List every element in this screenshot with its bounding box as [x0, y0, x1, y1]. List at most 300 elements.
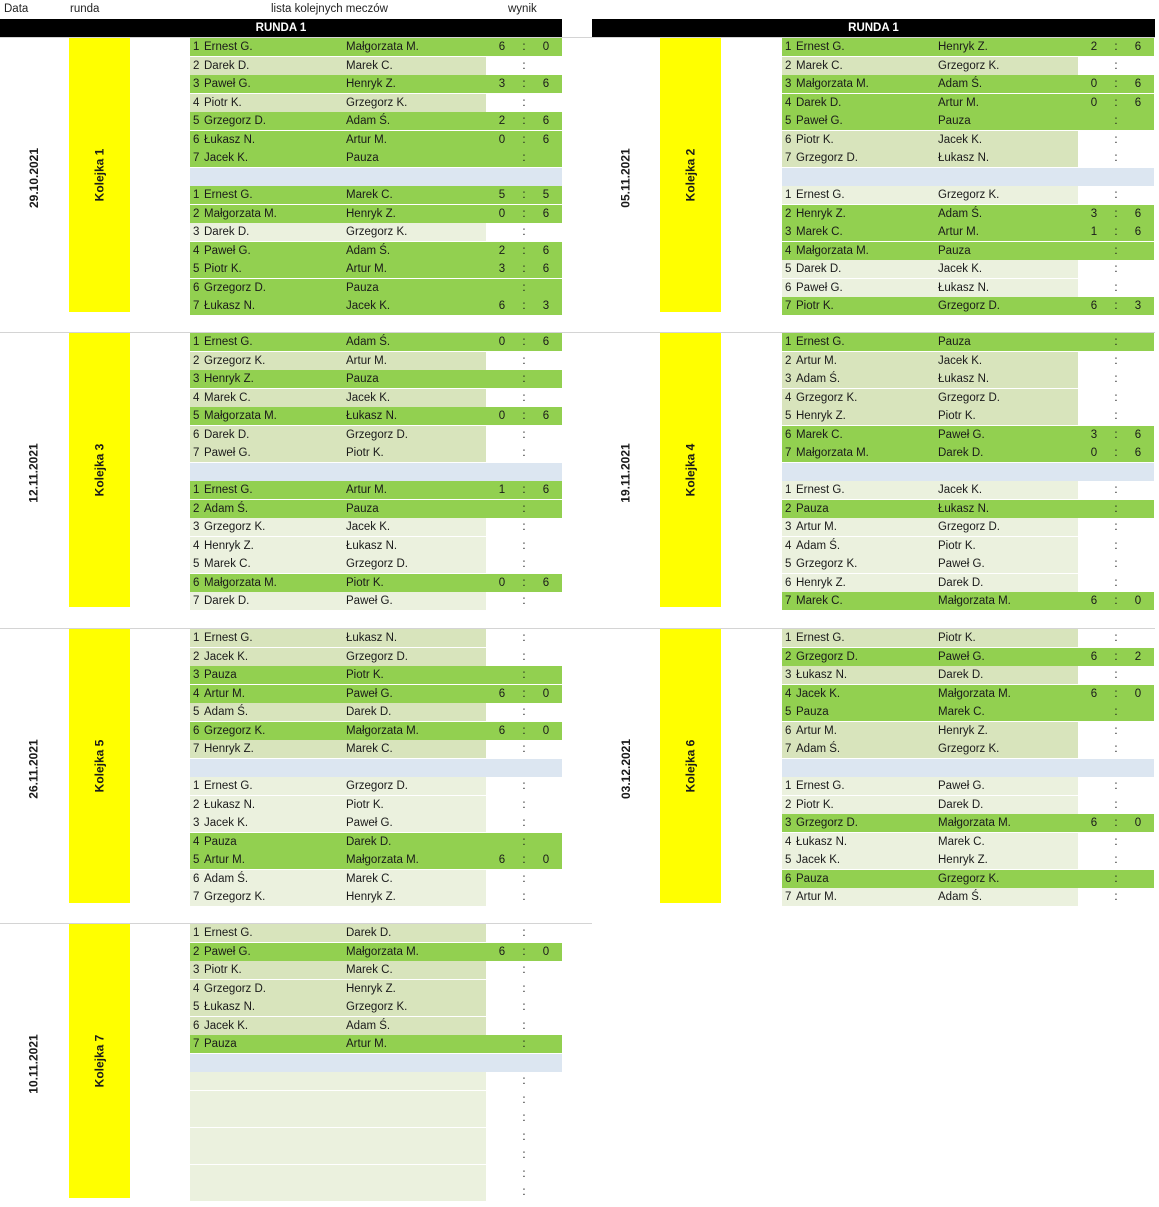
player-b: Jacek K.: [346, 300, 391, 312]
score-b[interactable]: 6: [1134, 96, 1142, 109]
score-separator: :: [522, 817, 526, 829]
score-separator: :: [1114, 743, 1118, 755]
match-number: 5: [785, 115, 792, 127]
player-b: Grzegorz D.: [938, 521, 1000, 533]
score-a[interactable]: 1: [498, 484, 506, 496]
match-row[interactable]: [190, 518, 526, 536]
score-a[interactable]: 0: [498, 410, 506, 422]
player-b: Henryk Z.: [938, 854, 988, 866]
score-a[interactable]: 0: [498, 207, 506, 220]
player-a: Ernest G.: [796, 484, 845, 496]
score-b[interactable]: 6: [542, 484, 550, 496]
match-row[interactable]: [782, 57, 1118, 75]
match-number: 5: [193, 558, 200, 570]
match-row[interactable]: [782, 297, 1154, 315]
score-a[interactable]: 6: [498, 854, 506, 866]
match-row[interactable]: [190, 888, 526, 906]
match-row[interactable]: [190, 537, 526, 555]
score-b[interactable]: 0: [542, 41, 550, 53]
player-b: Marek C.: [346, 59, 393, 72]
player-a: Marek C.: [796, 595, 843, 607]
score-b[interactable]: 0: [542, 854, 550, 866]
match-number: 4: [193, 982, 200, 995]
match-row[interactable]: [782, 186, 1118, 204]
player-b: Paweł G.: [346, 595, 393, 607]
match-row[interactable]: [782, 796, 1118, 814]
player-b: Artur M.: [938, 226, 979, 238]
date-cell: [0, 629, 68, 909]
player-b: Grzegorz D.: [346, 428, 408, 441]
score-a[interactable]: 0: [1090, 78, 1098, 90]
match-row[interactable]: [782, 407, 1118, 425]
match-row[interactable]: [782, 537, 1118, 555]
match-number: 5: [785, 410, 792, 422]
match-row[interactable]: [190, 648, 526, 666]
score-separator: :: [522, 1038, 526, 1050]
score-b[interactable]: 6: [542, 133, 550, 146]
player-b: Grzegorz D.: [938, 391, 1000, 404]
match-row[interactable]: [782, 481, 1118, 499]
date-label: 26.11.2021: [27, 739, 41, 799]
player-b: Artur M.: [938, 96, 979, 109]
player-a: Ernest G.: [204, 336, 253, 348]
group-separator: [782, 168, 1154, 186]
kolejka-label: Kolejka 3: [92, 443, 107, 497]
kolejka-cell: [660, 629, 721, 903]
match-row[interactable]: [782, 740, 1118, 758]
match-row[interactable]: [782, 352, 1118, 370]
score-separator: :: [1114, 669, 1118, 681]
match-row[interactable]: [190, 814, 526, 832]
match-row[interactable]: [190, 112, 562, 130]
match-row[interactable]: [782, 555, 1118, 573]
match-row[interactable]: [782, 242, 1154, 260]
match-row[interactable]: [782, 574, 1118, 592]
score-b[interactable]: 5: [542, 189, 550, 201]
score-a[interactable]: 3: [1090, 428, 1098, 441]
score-a[interactable]: 0: [1090, 96, 1098, 109]
player-b: Jacek K.: [938, 354, 983, 367]
score-b[interactable]: 6: [542, 410, 550, 422]
player-a: Henryk Z.: [796, 576, 846, 589]
score-b[interactable]: 6: [1134, 447, 1142, 459]
round-bar-left: RUNDA 1: [0, 19, 562, 37]
player-a: Łukasz N.: [204, 133, 256, 146]
score-a[interactable]: 3: [498, 78, 506, 90]
match-row[interactable]: [190, 666, 562, 684]
match-row[interactable]: [190, 260, 562, 278]
score-separator: :: [522, 576, 526, 589]
match-row[interactable]: [782, 426, 1154, 444]
date-cell: [0, 38, 68, 318]
score-separator: :: [522, 1093, 526, 1106]
match-row[interactable]: [190, 389, 526, 407]
player-b: Adam Ś.: [346, 336, 391, 348]
match-row[interactable]: [190, 703, 526, 721]
player-b: Grzegorz K.: [938, 59, 1000, 72]
score-a[interactable]: 1: [1090, 226, 1098, 238]
match-row[interactable]: [782, 370, 1118, 388]
match-number: 6: [785, 872, 792, 885]
player-b: Paweł G.: [938, 650, 985, 663]
player-b: Małgorzata M.: [346, 724, 419, 737]
score-a[interactable]: 6: [498, 41, 506, 53]
score-separator: :: [1114, 263, 1118, 275]
player-a: Marek C.: [204, 558, 251, 570]
match-row[interactable]: [190, 57, 526, 75]
match-number: 1: [785, 632, 792, 644]
score-b[interactable]: 3: [542, 300, 550, 312]
match-number: 5: [193, 410, 200, 422]
score-a[interactable]: 6: [1090, 650, 1098, 663]
match-row[interactable]: [190, 555, 526, 573]
score-a[interactable]: 6: [1090, 300, 1098, 312]
player-a: Marek C.: [796, 226, 843, 238]
score-separator: :: [1114, 41, 1118, 53]
match-row[interactable]: [190, 1072, 526, 1090]
score-separator: :: [1114, 854, 1118, 866]
match-row[interactable]: [782, 149, 1118, 167]
match-row[interactable]: [190, 629, 526, 647]
score-a[interactable]: 0: [498, 336, 506, 348]
match-row[interactable]: [190, 333, 562, 351]
score-a[interactable]: 6: [1090, 817, 1098, 829]
score-separator: :: [1114, 336, 1118, 348]
match-row[interactable]: [190, 242, 562, 260]
score-a[interactable]: 6: [498, 945, 506, 958]
score-separator: :: [522, 115, 526, 127]
player-a: Łukasz N.: [204, 798, 256, 811]
match-row[interactable]: [190, 685, 562, 703]
match-row[interactable]: [782, 38, 1154, 56]
player-a: Piotr K.: [204, 964, 242, 976]
match-number: 1: [785, 189, 792, 201]
match-row[interactable]: [190, 223, 526, 241]
match-row[interactable]: [782, 814, 1154, 832]
score-b[interactable]: 6: [542, 207, 550, 220]
score-separator: :: [522, 780, 526, 792]
player-a: Pauza: [204, 669, 237, 681]
score-b[interactable]: 0: [542, 724, 550, 737]
match-row[interactable]: [782, 722, 1118, 740]
match-row[interactable]: [190, 722, 562, 740]
score-a[interactable]: 3: [1090, 207, 1098, 220]
player-b: Adam Ś.: [346, 115, 391, 127]
score-separator: :: [1114, 244, 1118, 257]
player-b: Piotr K.: [346, 576, 384, 589]
match-row[interactable]: [782, 518, 1118, 536]
player-b: Adam Ś.: [938, 891, 983, 903]
player-a: Jacek K.: [796, 687, 841, 700]
match-row[interactable]: [190, 75, 562, 93]
score-b[interactable]: 6: [1134, 428, 1142, 441]
match-row[interactable]: [782, 444, 1154, 462]
player-b: Małgorzata M.: [938, 595, 1011, 607]
score-b[interactable]: 0: [1134, 595, 1142, 607]
score-separator: :: [522, 354, 526, 367]
score-b[interactable]: 6: [1134, 207, 1142, 220]
player-a: Paweł G.: [204, 447, 251, 459]
score-a[interactable]: 0: [498, 133, 506, 146]
player-a: Grzegorz D.: [796, 152, 858, 164]
player-a: Grzegorz K.: [796, 391, 858, 404]
score-a[interactable]: 0: [1090, 447, 1098, 459]
score-a[interactable]: 5: [498, 189, 506, 201]
score-b[interactable]: 6: [542, 244, 550, 257]
score-separator: :: [522, 447, 526, 459]
score-separator: :: [1114, 780, 1118, 792]
score-separator: :: [522, 300, 526, 312]
match-number: 4: [193, 391, 200, 404]
match-row[interactable]: [190, 592, 526, 610]
match-row[interactable]: [190, 777, 526, 795]
score-separator: :: [522, 982, 526, 995]
match-row[interactable]: [190, 426, 526, 444]
match-row[interactable]: [190, 1091, 526, 1109]
player-a: Grzegorz K.: [204, 354, 266, 367]
player-a: Grzegorz D.: [204, 115, 266, 127]
group-separator: [782, 759, 1154, 777]
match-number: 1: [193, 927, 200, 939]
score-a[interactable]: 6: [1090, 595, 1098, 607]
match-row[interactable]: [190, 444, 526, 462]
player-b: Grzegorz K.: [346, 96, 408, 109]
match-row[interactable]: [782, 131, 1118, 149]
date-label: 05.11.2021: [619, 148, 633, 208]
score-b[interactable]: 2: [1134, 650, 1142, 663]
match-row[interactable]: [190, 94, 526, 112]
player-a: Ernest G.: [796, 41, 845, 53]
player-a: Darek D.: [204, 428, 250, 441]
match-row[interactable]: [190, 279, 562, 297]
match-row[interactable]: [190, 574, 562, 592]
match-row[interactable]: [782, 223, 1154, 241]
score-a[interactable]: 6: [498, 687, 506, 700]
score-separator: :: [1114, 891, 1118, 903]
score-b[interactable]: 6: [542, 576, 550, 589]
score-b[interactable]: 0: [1134, 687, 1142, 700]
score-separator: :: [1114, 59, 1118, 72]
player-a: Ernest G.: [204, 780, 253, 792]
match-row[interactable]: [782, 592, 1154, 610]
player-b: Marek C.: [346, 743, 393, 755]
score-b[interactable]: 3: [1134, 300, 1142, 312]
score-a[interactable]: 6: [1090, 687, 1098, 700]
match-number: 7: [193, 300, 200, 312]
header-data: Data: [4, 3, 29, 15]
match-number: 6: [785, 724, 792, 737]
match-number: 4: [785, 96, 792, 109]
match-number: 6: [193, 133, 200, 146]
match-row[interactable]: [782, 112, 1154, 130]
player-b: Małgorzata M.: [346, 41, 419, 53]
score-separator: :: [522, 410, 526, 422]
match-row[interactable]: [782, 94, 1154, 112]
score-separator: :: [1114, 354, 1118, 367]
player-b: Darek D.: [346, 927, 392, 939]
match-row[interactable]: [190, 980, 526, 998]
match-row[interactable]: [782, 629, 1118, 647]
match-number: 2: [193, 207, 200, 220]
player-a: Pauza: [204, 835, 237, 848]
match-row[interactable]: [190, 924, 526, 942]
score-separator: :: [522, 798, 526, 811]
score-separator: :: [1114, 687, 1118, 700]
match-row[interactable]: [190, 796, 526, 814]
match-row[interactable]: [190, 370, 562, 388]
score-separator: :: [522, 244, 526, 257]
match-number: 3: [785, 373, 792, 385]
match-row[interactable]: [782, 389, 1118, 407]
match-row[interactable]: [190, 1165, 526, 1183]
match-row[interactable]: [190, 38, 562, 56]
match-row[interactable]: [190, 500, 562, 518]
match-row[interactable]: [782, 648, 1154, 666]
match-row[interactable]: [190, 297, 562, 315]
player-a: Pauza: [796, 706, 829, 718]
score-b[interactable]: 0: [542, 945, 550, 958]
match-row[interactable]: [782, 205, 1154, 223]
match-row[interactable]: [190, 851, 562, 869]
score-separator: :: [522, 428, 526, 441]
match-row[interactable]: [782, 703, 1154, 721]
match-row[interactable]: [782, 685, 1154, 703]
date-cell: [592, 38, 660, 318]
score-separator: :: [522, 391, 526, 404]
score-separator: :: [522, 1149, 526, 1161]
match-row[interactable]: [190, 740, 526, 758]
player-b: Darek D.: [938, 669, 984, 681]
player-a: Adam Ś.: [796, 373, 841, 385]
score-separator: :: [522, 854, 526, 866]
match-row[interactable]: [190, 961, 526, 979]
player-b: Małgorzata M.: [938, 817, 1011, 829]
match-row[interactable]: [782, 260, 1118, 278]
score-separator: :: [522, 133, 526, 146]
match-number: 3: [193, 226, 200, 238]
match-number: 2: [785, 59, 792, 72]
player-b: Jacek K.: [346, 521, 391, 533]
score-b[interactable]: 6: [1134, 41, 1142, 53]
match-row[interactable]: [782, 888, 1118, 906]
player-b: Łukasz N.: [346, 632, 398, 644]
match-row[interactable]: [190, 1035, 562, 1053]
player-a: Grzegorz K.: [796, 558, 858, 570]
player-a: Grzegorz K.: [204, 521, 266, 533]
match-row[interactable]: [190, 870, 526, 888]
score-b[interactable]: 6: [542, 78, 550, 90]
match-row[interactable]: [190, 205, 562, 223]
match-row[interactable]: [190, 998, 526, 1016]
player-a: Łukasz N.: [204, 1001, 256, 1013]
match-row[interactable]: [782, 500, 1154, 518]
score-b[interactable]: 6: [542, 336, 550, 348]
match-row[interactable]: [782, 777, 1118, 795]
match-row[interactable]: [190, 1109, 526, 1127]
match-row[interactable]: [190, 186, 562, 204]
match-row[interactable]: [190, 352, 526, 370]
match-number: 4: [193, 96, 200, 109]
player-b: Piotr K.: [938, 632, 976, 644]
match-row[interactable]: [782, 851, 1118, 869]
score-separator: :: [522, 1112, 526, 1124]
player-a: Henryk Z.: [796, 207, 846, 220]
score-b[interactable]: 6: [542, 263, 550, 275]
player-a: Ernest G.: [796, 336, 845, 348]
date-label: 10.11.2021: [27, 1034, 41, 1094]
match-row[interactable]: [190, 1017, 526, 1035]
score-a[interactable]: 0: [498, 576, 506, 589]
match-row[interactable]: [190, 1146, 526, 1164]
match-row[interactable]: [190, 1183, 526, 1201]
score-b[interactable]: 0: [542, 687, 550, 700]
score-separator: :: [522, 632, 526, 644]
player-a: Grzegorz K.: [204, 724, 266, 737]
date-label: 03.12.2021: [619, 738, 633, 799]
score-a[interactable]: 3: [498, 263, 506, 275]
score-a[interactable]: 2: [1090, 41, 1098, 53]
player-b: Adam Ś.: [346, 244, 391, 257]
match-row[interactable]: [782, 279, 1118, 297]
match-row[interactable]: [190, 131, 562, 149]
match-row[interactable]: [190, 149, 562, 167]
match-number: 7: [785, 891, 792, 903]
score-a[interactable]: 2: [498, 115, 506, 127]
match-row[interactable]: [782, 333, 1154, 351]
match-row[interactable]: [782, 75, 1154, 93]
player-b: Łukasz N.: [346, 410, 398, 422]
score-separator: :: [522, 964, 526, 976]
match-number: 5: [193, 263, 200, 275]
score-b[interactable]: 6: [542, 115, 550, 127]
match-row[interactable]: [782, 870, 1154, 888]
kolejka-cell: [69, 38, 130, 312]
match-number: 3: [785, 669, 792, 681]
match-row[interactable]: [190, 943, 562, 961]
score-b[interactable]: 6: [1134, 78, 1142, 90]
player-b: Łukasz N.: [346, 539, 398, 552]
score-separator: :: [1114, 706, 1118, 718]
score-separator: :: [1114, 226, 1118, 238]
match-number: 1: [193, 484, 200, 496]
match-row[interactable]: [190, 1128, 526, 1146]
player-b: Łukasz N.: [938, 152, 990, 164]
match-row[interactable]: [190, 833, 562, 851]
match-number: 3: [193, 817, 200, 829]
group-separator: [782, 463, 1154, 481]
player-a: Ernest G.: [204, 927, 253, 939]
player-b: Łukasz N.: [938, 281, 990, 294]
match-row[interactable]: [190, 481, 562, 499]
match-row[interactable]: [782, 666, 1118, 684]
player-b: Marek C.: [346, 964, 393, 976]
score-a[interactable]: 6: [498, 300, 506, 312]
match-row[interactable]: [782, 833, 1118, 851]
score-b[interactable]: 0: [1134, 817, 1142, 829]
score-a[interactable]: 6: [498, 724, 506, 737]
player-a: Ernest G.: [204, 41, 253, 53]
match-number: 2: [785, 502, 792, 515]
score-b[interactable]: 6: [1134, 226, 1142, 238]
match-number: 6: [785, 133, 792, 146]
player-a: Małgorzata M.: [204, 207, 277, 220]
player-a: Paweł G.: [796, 281, 843, 294]
score-a[interactable]: 2: [498, 244, 506, 257]
match-row[interactable]: [190, 407, 562, 425]
match-number: 3: [193, 669, 200, 681]
player-b: Darek D.: [938, 576, 984, 589]
match-number: 2: [785, 354, 792, 367]
